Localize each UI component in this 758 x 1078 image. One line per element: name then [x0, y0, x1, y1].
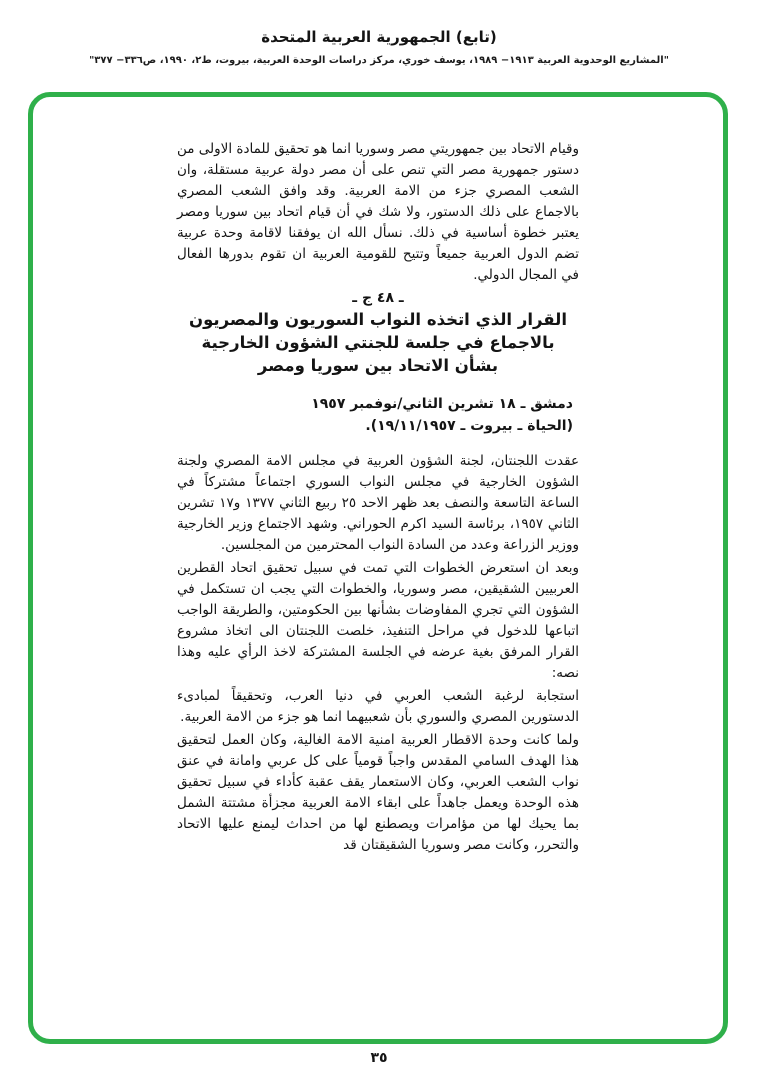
heading-line: بالاجماع في جلسة للجنتي الشؤون الخارجية [201, 333, 555, 352]
body-paragraph: وبعد ان استعرض الخطوات التي تمت في سبيل تحقيق اتحاد القطرين العربيين الشقيقين، مصر وسوريا، والخطوات التي يجب ان تستكمل في الشؤون التي تجري المفاوضات بشأنها بين الحكومتين، والطريقة الواجب اتباعها للدخول في مراحل التنفيذ، خلصت اللجنتان الى اتخاذ مشروع القرار المرفق بغية عرضه في الجلسة المشتركة لاخذ الرأي عليه وهذا نصه: [177, 560, 579, 681]
green-border-frame [28, 92, 728, 1044]
body-paragraph: استجابة لرغبة الشعب العربي في دنيا العرب، وتحقيقاً لمبادىء الدستورين المصري والسوري بأن شعبيهما انما هو جزء من الامة العربية. [177, 688, 579, 725]
body-paragraph: عقدت اللجنتان، لجنة الشؤون العربية في مجلس الامة المصري ولجنة الشؤون الخارجية في مجلس النواب السوري اجتماعاً مشتركاً في الساعة التاسعة والنصف بعد ظهر الاحد ٢٥ ربيع الثاني ١٣٧٧ و١٧ تشرين الثاني ١٩٥٧، برئاسة السيد اكرم الحوراني. وشهد الاجتماع وزير الخارجية ووزير الزراعة وعدد من السادة النواب المحترمين من المجلسين. [177, 453, 580, 553]
page-title: (تابع) الجمهورية العربية المتحدة [261, 28, 497, 46]
document-header [0, 28, 758, 66]
decision-heading [177, 308, 579, 377]
heading-line: القرار الذي اتخذه النواب السوريون والمصريون [189, 310, 567, 329]
dateline [177, 393, 573, 437]
citation-line: "المشاريع الوحدوية العربية ١٩١٣− ١٩٨٩، يوسف خوري، مركز دراسات الوحدة العربية، بيروت، ط٢، ١٩٩٠، ص٣٣٦− ٣٧٧" [89, 55, 669, 66]
heading-line: بشأن الاتحاد بين سوريا ومصر [257, 356, 499, 375]
page-number: ٣٥ [370, 1050, 388, 1066]
intro-paragraph: وقيام الاتحاد بين جمهوريتي مصر وسوريا انما هو تحقيق للمادة الاولى من دستور جمهورية مصر التي تنص على أن مصر دولة عربية مستقلة، وان الشعب المصري جزء من الامة العربية. وقد وافق الشعب المصري بالاجماع على ذلك الدستور، ولا شك في أن قيام اتحاد بين سوريا ومصر يعتبر خطوة أساسية في ذلك. نسأل الله ان يوفقنا لاقامة وحدة عربية تضم الدول العربية جميعاً وتتيح للقومية العربية ان تقوم بدورها الفعال في المجال الدولي. [177, 141, 579, 283]
body-paragraph: ولما كانت وحدة الاقطار العربية امنية الامة الغالية، وكان العمل لتحقيق هذا الهدف السامي المقدس واجباً قومياً على كل عربي وامانة في عنق نواب الشعب العربي، وكان الاستعمار يقف عقبة كأداء في سبيل تحقيق هذه الوحدة ويعمل جاهداً على ابقاء الامة العربية مجزأة مشتتة الشمل بما يحيك لها من مؤامرات ويصطنع لها من احداث ليمنع عليها الاتحاد والتحرر، وكانت مصر وسوريا الشقيقتان قد [177, 732, 579, 853]
dateline-city-date: دمشق ـ ١٨ تشرين الثاني/نوفمبر ١٩٥٧ [311, 396, 573, 412]
document-body [177, 139, 579, 856]
dateline-source: (الحياة ـ بيروت ـ ١٩/١١/١٩٥٧). [365, 418, 573, 434]
section-marker: ـ ٤٨ ج ـ [352, 290, 404, 306]
